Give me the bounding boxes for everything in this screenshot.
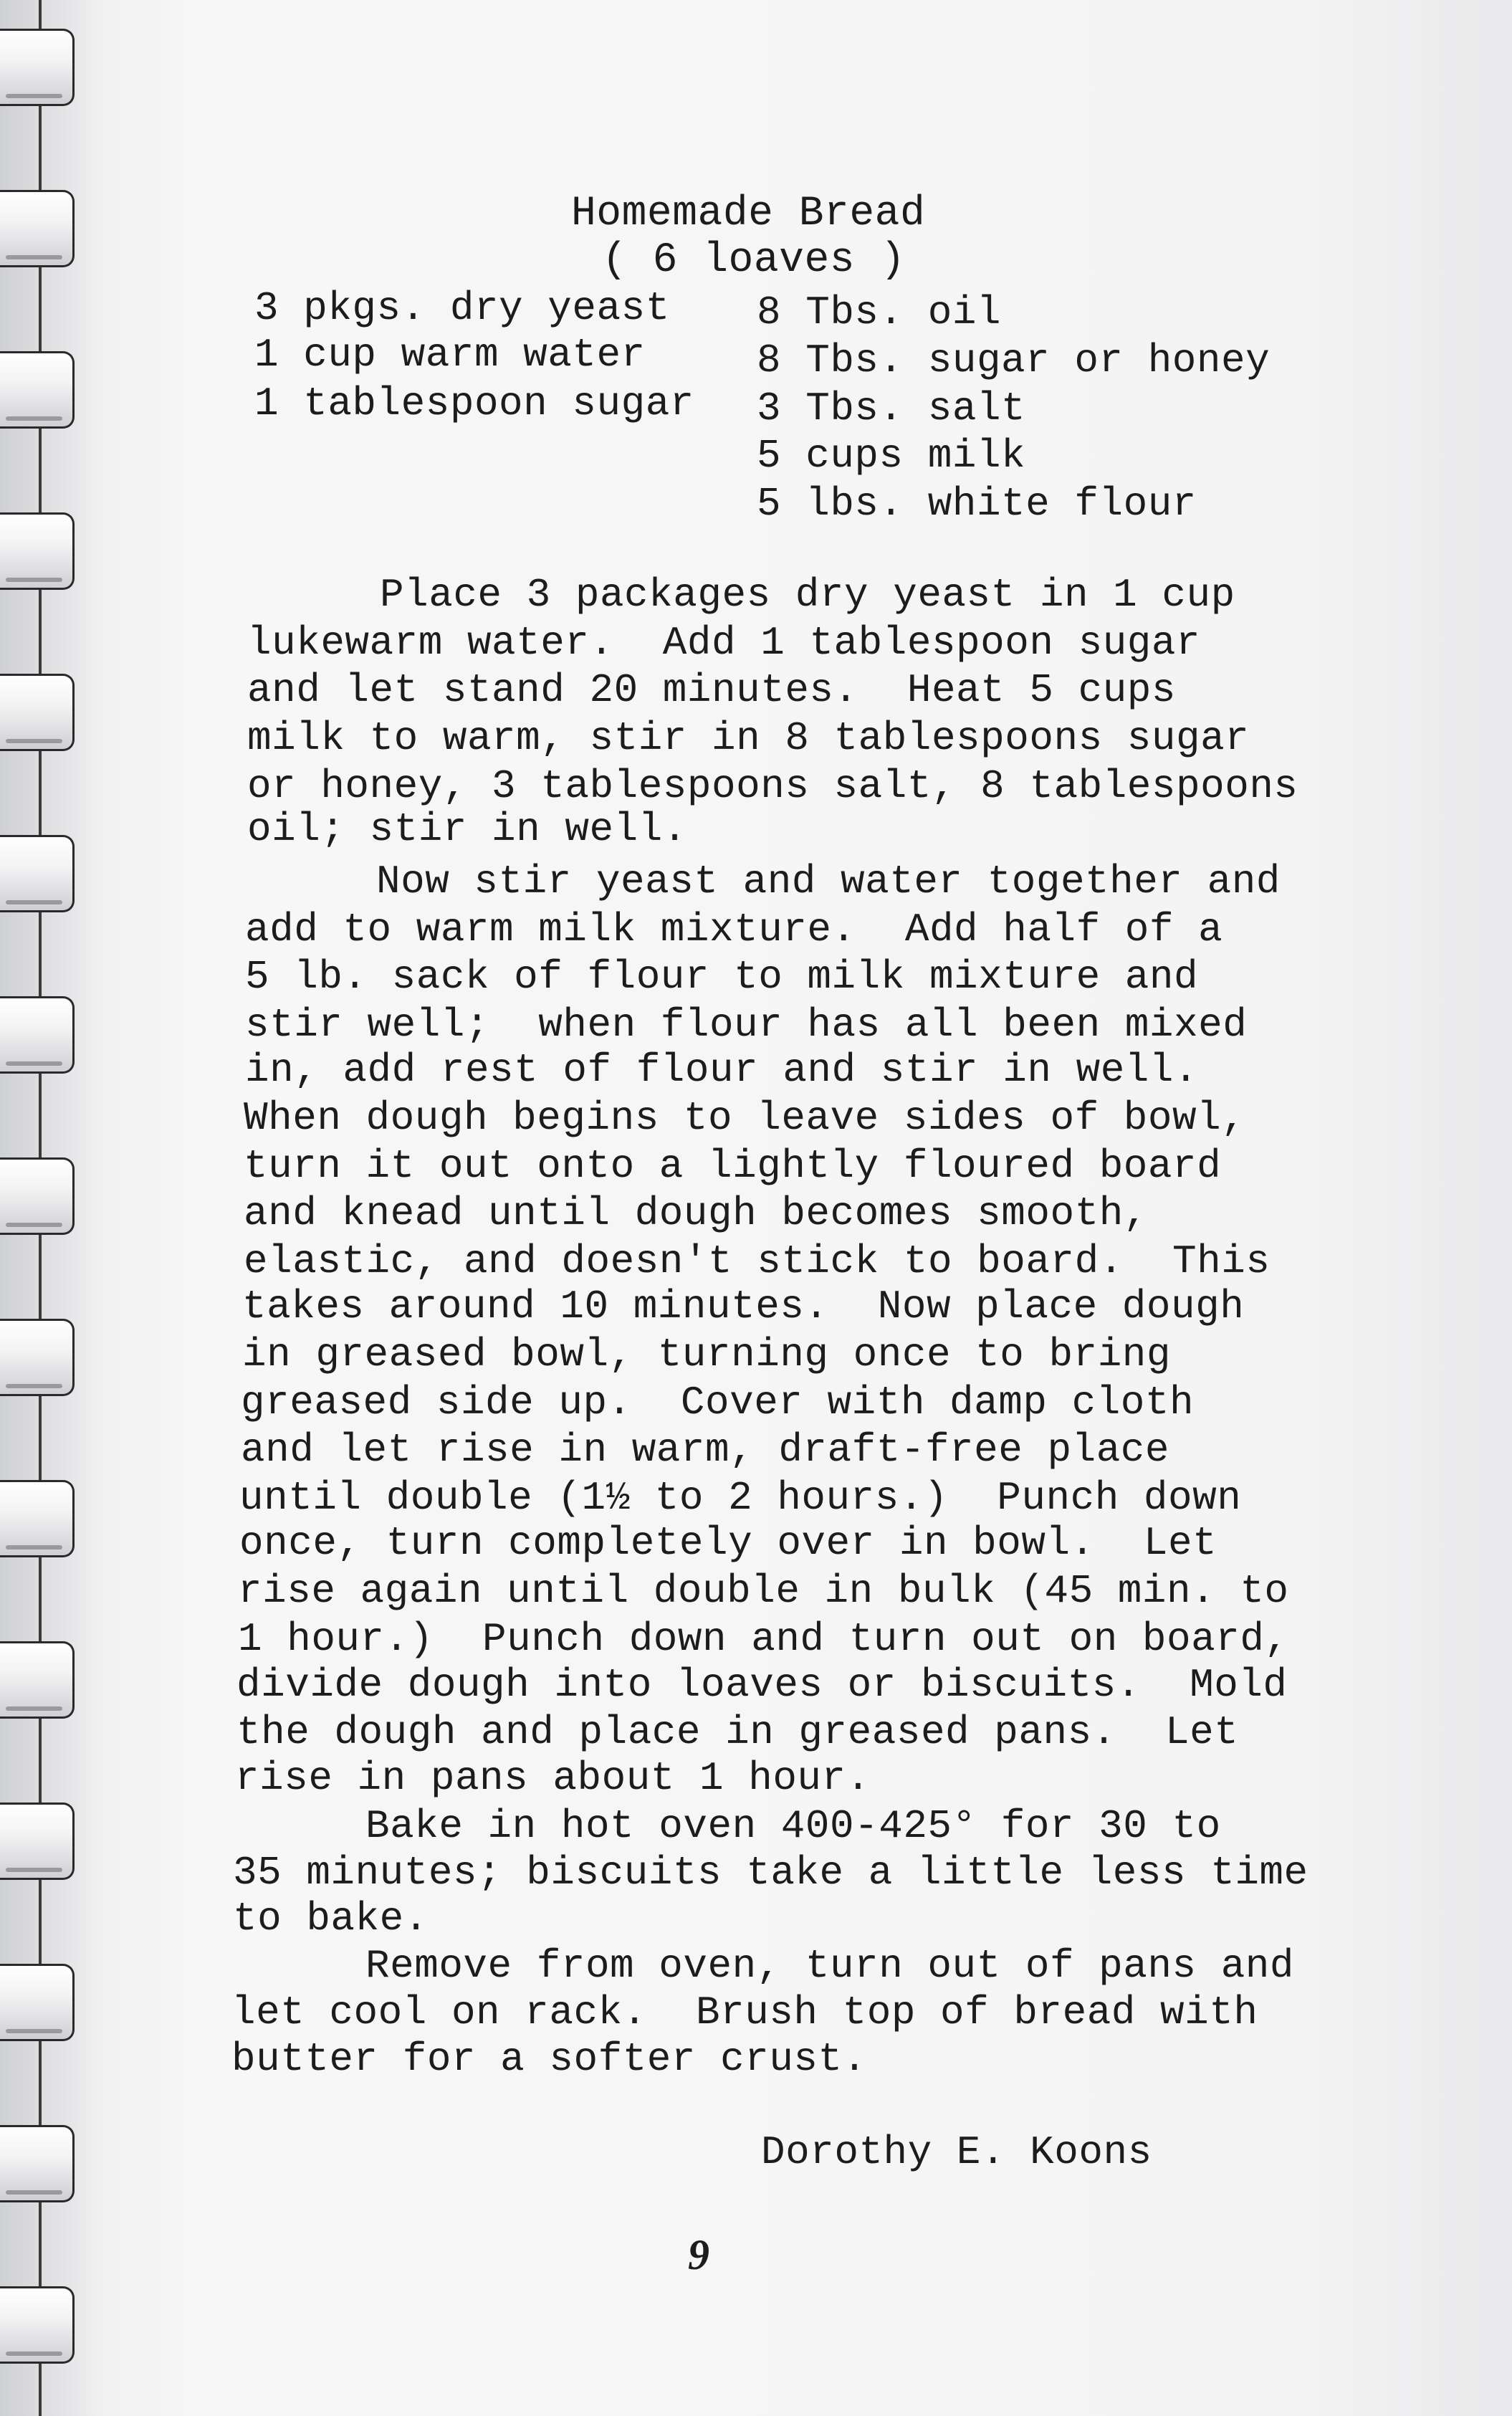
direction-line: lukewarm water. Add 1 tablespoon sugar — [247, 620, 1201, 666]
binding-ring — [0, 674, 75, 751]
recipe-title: Homemade Bread — [571, 191, 926, 237]
direction-line: 5 lb. sack of flour to milk mixture and — [245, 954, 1199, 1000]
ingredient-item: 8 Tbs. oil — [757, 290, 1002, 335]
direction-line: add to warm milk mixture. Add half of a — [245, 907, 1223, 952]
ingredient-item: 8 Tbs. sugar or honey — [757, 338, 1271, 383]
recipe-author: Dorothy E. Koons — [761, 2129, 1152, 2175]
direction-line: elastic, and doesn't stick to board. This — [244, 1238, 1271, 1284]
direction-line: Remove from oven, turn out of pans and — [365, 1943, 1295, 1989]
binding-ring — [0, 2286, 75, 2364]
binding-ring — [0, 1964, 75, 2041]
ingredient-item: 5 cups milk — [757, 433, 1026, 479]
direction-line: rise in pans about 1 hour. — [235, 1755, 871, 1801]
direction-line: Now stir yeast and water together and — [376, 859, 1281, 904]
direction-line: stir well; when flour has all been mixed — [245, 1002, 1248, 1048]
direction-line: Bake in hot oven 400-425° for 30 to — [365, 1803, 1221, 1849]
direction-line: once, turn completely over in bowl. Let — [239, 1520, 1217, 1566]
recipe-yield: ( 6 loaves ) — [602, 237, 906, 284]
direction-line: turn it out onto a lightly floured board — [244, 1143, 1222, 1189]
direction-line: and knead until dough becomes smooth, — [244, 1190, 1148, 1236]
binding-ring — [0, 29, 75, 106]
binding-ring — [0, 1157, 75, 1235]
direction-line: in greased bowl, turning once to bring — [242, 1332, 1172, 1377]
direction-line: Place 3 packages dry yeast in 1 cup — [380, 572, 1235, 618]
binding-ring — [0, 835, 75, 912]
direction-line: When dough begins to leave sides of bowl, — [244, 1095, 1246, 1141]
direction-line: and let rise in warm, draft-free place — [241, 1427, 1170, 1473]
direction-line: let cool on rack. Brush top of bread with — [231, 1990, 1258, 2035]
direction-line: and let stand 20 minutes. Heat 5 cups — [247, 667, 1177, 713]
binding-ring — [0, 1319, 75, 1396]
direction-line: or honey, 3 tablespoons salt, 8 tablespoons — [247, 763, 1298, 809]
binding-ring — [0, 190, 75, 267]
page-number: 9 — [688, 2231, 709, 2278]
binding-ring — [0, 512, 75, 590]
direction-line: 35 minutes; biscuits take a little less time — [233, 1850, 1308, 1896]
direction-line: milk to warm, stir in 8 tablespoons sugar — [247, 715, 1250, 761]
ingredient-item: 3 Tbs. salt — [757, 386, 1026, 431]
direction-line: in, add rest of flour and stir in well. — [245, 1047, 1199, 1093]
binding-ring — [0, 351, 75, 429]
direction-line: to bake. — [233, 1896, 429, 1942]
direction-line: until double (1½ to 2 hours.) Punch down — [239, 1475, 1242, 1521]
direction-line: greased side up. Cover with damp cloth — [241, 1380, 1195, 1426]
ingredient-item: 5 lbs. white flour — [757, 481, 1197, 527]
direction-line: divide dough into loaves or biscuits. Mold — [236, 1662, 1288, 1708]
direction-line: rise again until double in bulk (45 min. to — [238, 1568, 1289, 1614]
ingredient-item: 1 cup warm water — [254, 332, 646, 378]
direction-line: 1 hour.) Punch down and turn out on board, — [238, 1616, 1289, 1662]
direction-line: the dough and place in greased pans. Let — [236, 1709, 1239, 1755]
binding-ring — [0, 2125, 75, 2202]
binding-ring — [0, 1803, 75, 1880]
direction-line: oil; stir in well. — [247, 806, 687, 852]
binding-ring — [0, 996, 75, 1074]
ingredient-item: 1 tablespoon sugar — [254, 381, 694, 426]
direction-line: butter for a softer crust. — [231, 2036, 867, 2082]
binding-ring — [0, 1480, 75, 1557]
direction-line: takes around 10 minutes. Now place dough — [242, 1284, 1245, 1329]
binding-ring — [0, 1641, 75, 1719]
ingredient-item: 3 pkgs. dry yeast — [254, 285, 670, 331]
